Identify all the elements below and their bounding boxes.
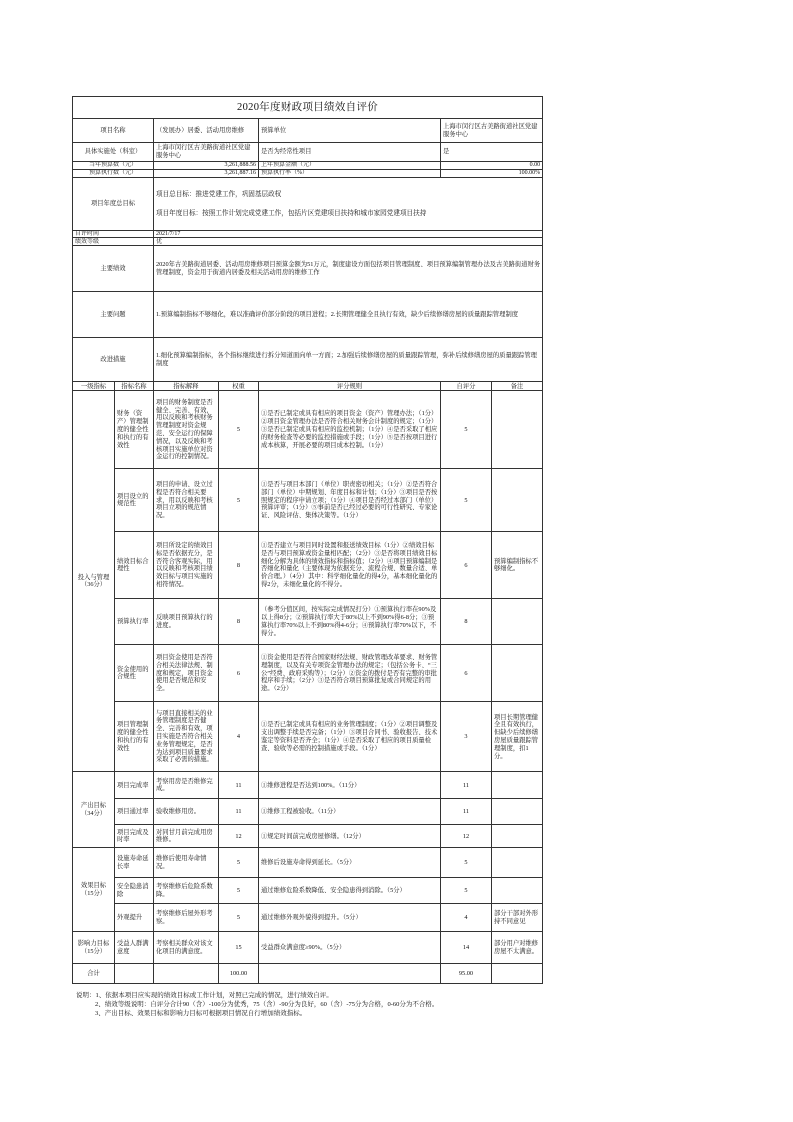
indicator-name: 项目管理制度的健全性和执行的有效性: [115, 702, 154, 772]
grade: 优: [154, 238, 543, 246]
budget-unit: 上海市闵行区古美路街道社区党建服务中心: [441, 119, 543, 143]
header-self-score: 自评分: [441, 382, 492, 391]
note-line: 说明：1、依据本项目应实现的绩效目标或工作计划，对照已完成的情况，进行绩效自评。: [76, 992, 333, 999]
scoring-rule: （参考分值区间，按实际完成情况打分）①预算执行率在90%及以上得8分；②预算执行率大于80%以上不到90%得6-8分；③预算执行率70%以上不到80%得4-6分；④预算执行率70%以下，不得分。: [259, 599, 441, 645]
remark: [492, 848, 543, 878]
note-line: 2、绩效等级说明：自评分合计90（含）-100分为优秀，75（含）-90分为良好，60（含）-75分为合格，0-60分为不合格。: [95, 1001, 439, 1008]
dept: 上海市闵行区古美路街道社区党建服务中心: [154, 143, 259, 162]
self-score: 12: [441, 825, 492, 848]
indicator-explanation: 与项目直接相关的业务管理制度是否健全、完善和有效，项目实施是否符合相关业务管理规定，是否为达到项目质量要求采取了必需的措施。: [154, 702, 219, 772]
indicator-explanation: 对同甘月前完成用房维修。: [154, 825, 219, 848]
project-name-label: 项目名称: [73, 119, 154, 143]
problems-label: 主要问题: [73, 292, 154, 338]
group-score: （15分）: [80, 889, 107, 897]
indicator-explanation: 反映项目预算执行的进度。: [154, 599, 219, 645]
group-score: （15分）: [80, 947, 107, 955]
performance-label: 主要绩效: [73, 246, 154, 292]
remark: [492, 825, 543, 848]
eval-time-label: 自评时间: [73, 231, 154, 238]
annual-goal: 项目年度目标：按照工作计划完成党建工作，包括片区党建项目扶持和城市家园党建项目扶持: [156, 209, 427, 217]
total-row: [73, 964, 543, 984]
indicator-weight: 5: [219, 878, 259, 904]
eval-time: 2021/7/17: [154, 231, 543, 238]
table-row: [73, 469, 543, 532]
group-label: 投入与管理: [77, 573, 110, 581]
recurring: 是: [441, 143, 543, 162]
note-line: 3、产出目标、效果目标和影响力目标可根据项目情况自行增加绩效指标。: [95, 1010, 307, 1017]
self-score: 14: [441, 932, 492, 964]
self-score: 5: [441, 469, 492, 532]
exec-label: 预算执行数（元）: [73, 170, 154, 178]
indicator-name: 受益人群满意度: [115, 932, 154, 964]
table-row: [73, 932, 543, 964]
header-level1: 一级指标: [73, 382, 115, 391]
remark: [492, 469, 543, 532]
table-row: [73, 532, 543, 599]
budget-label: 当年预算数（元）: [73, 162, 154, 170]
header-remark: 备注: [492, 382, 543, 391]
indicator-explanation: 考察维修后屋外形考察。: [154, 904, 219, 932]
indicator-weight: 6: [219, 645, 259, 702]
remark: [492, 599, 543, 645]
group-score: （34分）: [80, 809, 107, 817]
empty-cell: [154, 964, 219, 984]
indicator-explanation: 考察维修后危险系数降。: [154, 878, 219, 904]
indicator-explanation: 维修后使用寿命情况。: [154, 848, 219, 878]
empty-cell: [115, 964, 154, 984]
budget-unit-label: 预算单位: [259, 119, 441, 143]
indicator-weight: 8: [219, 599, 259, 645]
scoring-rule: 维修后设施寿命得到延长。（5分）: [259, 848, 441, 878]
indicator-name: 安全隐患消除: [115, 878, 154, 904]
indicator-name: 外观提升: [115, 904, 154, 932]
indicator-weight: 8: [219, 532, 259, 599]
table-row: [73, 702, 543, 772]
prev-budget-label: 上年预算金额（元）: [259, 162, 441, 170]
goals-content: [154, 178, 543, 231]
exec-amount: 3,261,887.16: [154, 170, 259, 178]
form-title: 2020年度财政项目绩效自评价: [73, 97, 543, 119]
remark: 预算编制指标不够细化。: [492, 532, 543, 599]
indicator-weight: 11: [219, 799, 259, 825]
exec-rate-label: 预算执行率（%）: [259, 170, 441, 178]
indicator-explanation: 项目资金使用是否符合相关法律法规、制度和规定，项目资金使用是否规范和安全。: [154, 645, 219, 702]
remark: 项目长期管理健全且有效执行，但缺少后续修缮房屋质量跟踪管理制度，扣1分。: [492, 702, 543, 772]
scoring-rule: 通过维修危险系数降低、安全隐患得到消除。（5分）: [259, 878, 441, 904]
self-score: 5: [441, 848, 492, 878]
remark: [492, 772, 543, 799]
self-score: 8: [441, 599, 492, 645]
indicator-explanation: 项目的申请、设立过程是否符合相关要求，用以反映和考核项目立项的规范情况。: [154, 469, 219, 532]
prev-budget-amount: 0.00: [441, 162, 543, 170]
indicator-name: 项目通过率: [115, 799, 154, 825]
self-score: 6: [441, 645, 492, 702]
problems-text: 1.预算编制指标不够细化，难以准确评价部分阶段的项目进程；2.长期管理健全且执行有效，缺少后续修缮房屋的质量跟踪管理制度: [154, 292, 543, 338]
scoring-rule: ①维修进程是否达到100%。（11分）: [259, 772, 441, 799]
indicator-explanation: 验收维修用房。: [154, 799, 219, 825]
header-explanation: 指标解释: [154, 382, 219, 391]
indicator-weight: 5: [219, 469, 259, 532]
header-weight: 权重: [219, 382, 259, 391]
table-row: [73, 772, 543, 799]
remark: [492, 391, 543, 469]
indicator-weight: 12: [219, 825, 259, 848]
indicator-explanation: 考察相关群众对该文化项目的满意度。: [154, 932, 219, 964]
table-row: [73, 825, 543, 848]
indicator-explanation: 项目的财务制度是否健全、完善、有效，用以反映和考核财务管理制度对资金规范、安全运行的保障情况，以及反映和考核项目实施单位对资金运行的控制情况。: [154, 391, 219, 469]
table-row: [73, 848, 543, 878]
scoring-rule: ①是否已制定或具有相应的业务管理制度；（1分）②项目调整及支出调整手续是否完备；（1分）③项目合同书、验收报告、技术鉴定等资料是否齐全；（1分）④是否采取了相应的项目质量检查、验收等必需的控制措施或手段。（1分）: [259, 702, 441, 772]
indicator-name: 财务（资产）管理制度的健全性和执行的有效性: [115, 391, 154, 469]
group-label: 影响力目标: [77, 940, 110, 948]
indicator-name: 设施寿命延长率: [115, 848, 154, 878]
recurring-label: 是否为经常性项目: [259, 143, 441, 162]
indicator-name: 绩效目标合理性: [115, 532, 154, 599]
scoring-rule: 通过维修外观外貌得到提升。（5分）: [259, 904, 441, 932]
total-weight: 100.00: [219, 964, 259, 984]
self-score: 5: [441, 391, 492, 469]
table-row: [73, 904, 543, 932]
indicator-name: 预算执行率: [115, 599, 154, 645]
self-score: 11: [441, 772, 492, 799]
header-indicator-name: 指标名称: [115, 382, 154, 391]
header-rule: 评分规则: [259, 382, 441, 391]
dept-label: 具体实施处（科室）: [73, 143, 154, 162]
self-score: 6: [441, 532, 492, 599]
indicator-weight: 5: [219, 391, 259, 469]
scoring-rule: ①是否建立与项目同时设置和报送绩效目标（1分）②绩效目标是否与项目预算或资金量相匹配；（2分）③是否将项目绩效目标细化分解为具体的绩效指标和指标值；（2分）④项目预算编制是否细化和量化（主要体现为依据充分、流程合规、数量合适、单价合理。）（4分）其中：科学细化量化的得4分，基本细化量化的得2分，未细化量化的不得分。: [259, 532, 441, 599]
indicator-explanation: 考察用房是否维修完成。: [154, 772, 219, 799]
self-score: 11: [441, 799, 492, 825]
group-label: 效果目标: [80, 882, 107, 890]
indicator-weight: 5: [219, 904, 259, 932]
group-output: [73, 772, 115, 848]
group-impact: [73, 932, 115, 964]
self-score: 5: [441, 878, 492, 904]
indicator-name: 资金使用的合规性: [115, 645, 154, 702]
indicator-name: 项目设立的规范性: [115, 469, 154, 532]
notes: [76, 991, 546, 1018]
total-label: 合计: [73, 964, 115, 984]
remark: [492, 645, 543, 702]
indicator-weight: 5: [219, 848, 259, 878]
empty-cell: [259, 964, 441, 984]
table-row: [73, 391, 543, 469]
remark: 部分用户对维修房屋不太满意。: [492, 932, 543, 964]
total-self-score: 95.00: [441, 964, 492, 984]
project-name: （发展办）居委、活动用房维修: [154, 119, 259, 143]
goals-label: 项目年度总目标: [73, 178, 154, 231]
improvements-label: 改进措施: [73, 338, 154, 382]
evaluation-table: [72, 96, 543, 984]
remark: [492, 878, 543, 904]
indicator-weight: 15: [219, 932, 259, 964]
indicator-name: 项目完成及时率: [115, 825, 154, 848]
improvements-text: 1.细化预算编制指标，各个指标继续进行拆分知道面向单一方面；2.加强后续修缮房屋的质量跟踪管理，弥补后续修缮房屋的质量跟踪管理制度: [154, 338, 543, 382]
performance-text: 2020年古美路街道居委、活动用房维修项目预算金额为51万元，制度建设方面包括项目管理制度、项目预算编制管理办法及古美路街道财务管理制度，资金用于街道内居委及相关活动用房的维修工作: [154, 246, 543, 292]
group-input-management: [73, 391, 115, 772]
indicator-weight: 11: [219, 772, 259, 799]
scoring-rule: ①是否与项目本部门（单位）职责密切相关；（1分）②是否符合部门（单位）中期规划、年度目标和计划；（1分）③项目是否按照规定的程序申请立项；（1分）④项目是否经过本部门（单位）预算评审；（1分）⑤事前是否已经过必要的可行性研究、专家论证、风险评估、集体决策等。（1分）: [259, 469, 441, 532]
scoring-rule: ①资金使用是否符合国家财经法规、财政管理改革要求、财务管理制度，以及有关专项资金管理办法的规定；（包括公务卡、“三公”经费、政府采购等）；（2分）②资金的拨付是否有完整的审批程序和手续；（2分）③是否符合项目预算批复或合同规定的用途。（2分）: [259, 645, 441, 702]
table-row: [73, 878, 543, 904]
group-label: 产出目标: [80, 802, 107, 810]
table-row: [73, 599, 543, 645]
scoring-rule: ①维修工程被验收。（11分）: [259, 799, 441, 825]
table-row: [73, 645, 543, 702]
budget-amount: 3,261,888.56: [154, 162, 259, 170]
scoring-rule: ①是否已制定或具有相应的项目资金（资产）管理办法；（1分）②项目资金管理办法是否符合相关财务会计制度的规定；（1分）③是否已制定或具有相应的监控机制；（1分）④是否采取了相应的财务检查等必要的监控措施或手段；（1分）⑤是否按项目进行成本核算，开展必要的项目成本控制。（1分）: [259, 391, 441, 469]
indicator-explanation: 项目所设定的绩效目标是否依据充分，是否符合客观实际，用以反映和考核项目绩效目标与项目实施的相符情况。: [154, 532, 219, 599]
empty-cell: [492, 964, 543, 984]
self-score: 3: [441, 702, 492, 772]
indicator-weight: 4: [219, 702, 259, 772]
self-score: 4: [441, 904, 492, 932]
exec-rate: 100.00%: [441, 170, 543, 178]
grade-label: 绩效等级: [73, 238, 154, 246]
scoring-rule: 受益群众满意度≥90%。（5分）: [259, 932, 441, 964]
indicator-name: 项目完成率: [115, 772, 154, 799]
group-score: （36分）: [80, 581, 107, 589]
remark: [492, 799, 543, 825]
scoring-rule: ①规定时间前完成房屋修缮。（12分）: [259, 825, 441, 848]
group-effect: [73, 848, 115, 932]
remark: 部分干部对外形持不同意见: [492, 904, 543, 932]
table-row: [73, 799, 543, 825]
overall-goal: 项目总目标：推进党建工作，巩固基层政权: [156, 190, 282, 198]
